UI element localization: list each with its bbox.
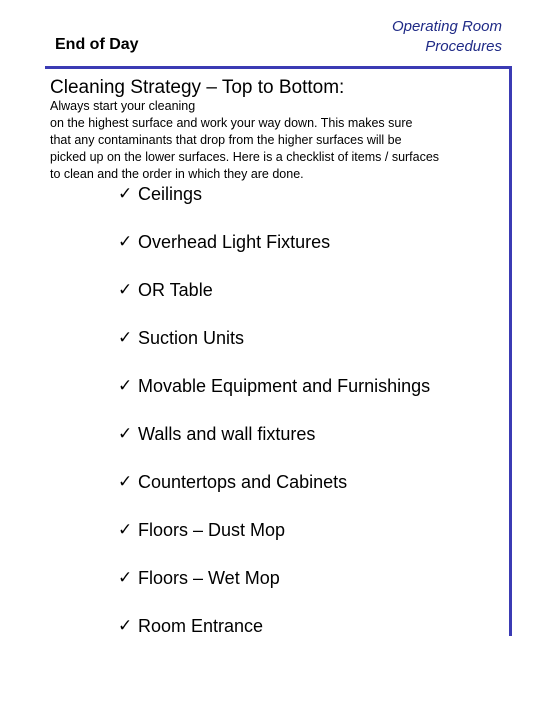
checklist-item <box>118 516 430 564</box>
right-border-rule <box>509 66 512 636</box>
checkmark-icon: ✓ <box>118 568 133 587</box>
checkmark-icon: ✓ <box>118 184 133 203</box>
header-right-title-line1: Operating Room <box>391 18 502 35</box>
checklist-item-label: OR Table <box>138 280 213 300</box>
checkmark-icon: ✓ <box>118 520 133 539</box>
checkmark-icon: ✓ <box>118 472 133 491</box>
checklist-item-label: Countertops and Cabinets <box>138 472 348 492</box>
checklist-item <box>118 276 430 324</box>
checklist-item <box>118 420 430 468</box>
checkmark-icon: ✓ <box>118 616 133 635</box>
checklist-item-label: Overhead Light Fixtures <box>138 232 331 252</box>
checklist-item-label: Suction Units <box>138 328 245 348</box>
intro-line: to clean and the order in which they are done. <box>50 167 304 181</box>
checklist-item-label: Walls and wall fixtures <box>138 424 316 444</box>
checklist-item <box>118 180 430 228</box>
checkmark-icon: ✓ <box>118 424 133 443</box>
intro-paragraph <box>50 98 500 183</box>
checklist-item-label: Room Entrance <box>138 616 264 636</box>
checklist-item <box>118 228 430 276</box>
section-title: Cleaning Strategy – Top to Bottom: <box>50 77 345 98</box>
checklist-item-label: Floors – Wet Mop <box>138 568 280 588</box>
checklist-item-label: Floors – Dust Mop <box>138 520 286 540</box>
checklist-item-label: Ceilings <box>138 184 203 204</box>
checklist-item-label: Movable Equipment and Furnishings <box>138 376 431 396</box>
header-right-title <box>302 17 502 57</box>
checkmark-icon: ✓ <box>118 280 133 299</box>
intro-line: picked up on the lower surfaces. Here is a checklist of items / surfaces <box>50 150 440 164</box>
cleaning-checklist <box>118 180 430 660</box>
intro-line: that any contaminants that drop from the higher surfaces will be <box>50 133 402 147</box>
intro-line: Always start your cleaning <box>50 99 196 113</box>
checkmark-icon: ✓ <box>118 376 133 395</box>
intro-line: on the highest surface and work your way down. This makes sure <box>50 116 413 130</box>
checklist-item <box>118 612 430 660</box>
checklist-item <box>118 468 430 516</box>
checkmark-icon: ✓ <box>118 232 133 251</box>
checklist-item <box>118 564 430 612</box>
checklist-item <box>118 324 430 372</box>
checklist-item <box>118 372 430 420</box>
top-border-rule <box>45 66 512 69</box>
header-right-title-line2: Procedures <box>425 38 502 55</box>
header-left-title: End of Day <box>55 36 139 53</box>
checkmark-icon: ✓ <box>118 328 133 347</box>
